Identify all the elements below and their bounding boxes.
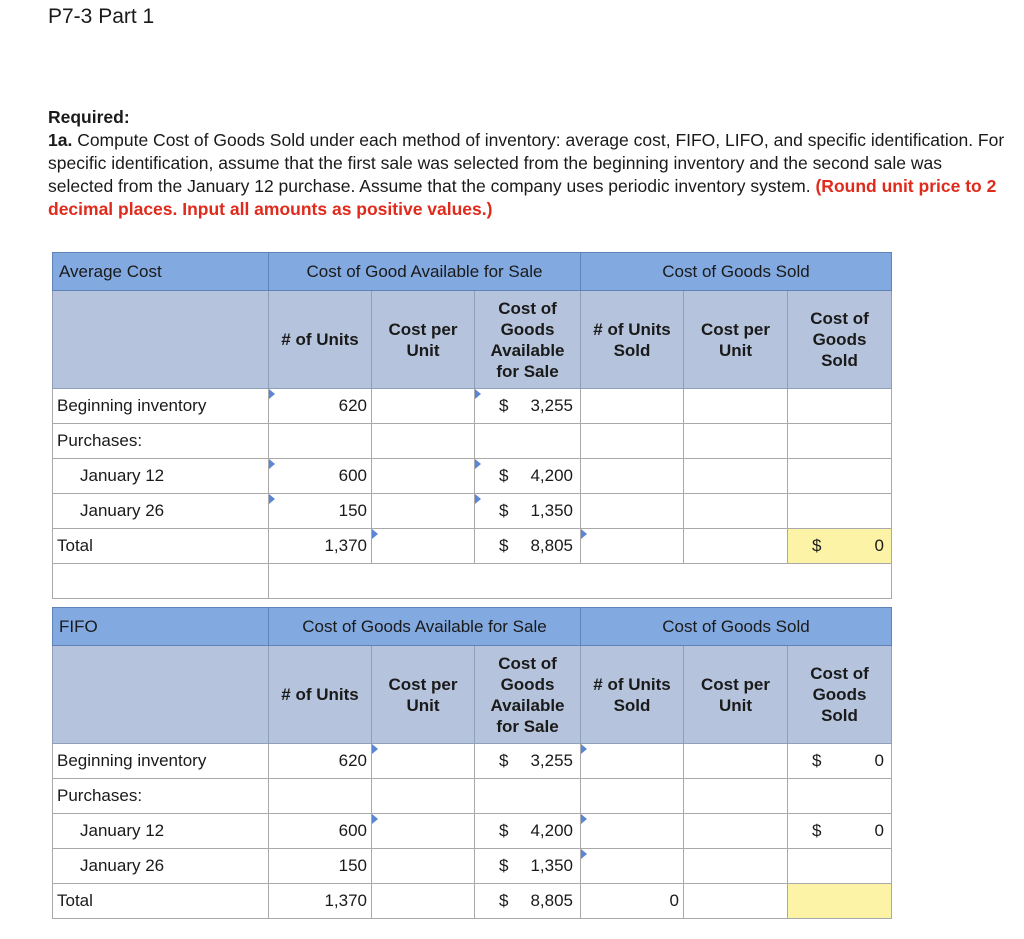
- row-purchases: [53, 779, 892, 814]
- cogas-input[interactable]: [475, 459, 581, 494]
- cost-per-unit-input[interactable]: [372, 744, 475, 779]
- sold-cost-per-unit-cell: [684, 779, 788, 814]
- cogas-value: 4,200: [530, 466, 573, 485]
- sold-cost-per-unit-cell: [684, 744, 788, 779]
- dollar-sign: $: [499, 501, 509, 520]
- cost-per-unit-cell: [372, 849, 475, 884]
- spacer-row: [53, 564, 892, 599]
- units-value: 600: [269, 814, 372, 849]
- sold-cost-per-unit-cell: [684, 459, 788, 494]
- units-sold-cell: [581, 779, 684, 814]
- row-beginning: [53, 744, 892, 779]
- col-cogas: Cost of Goods Available for Sale: [475, 646, 581, 744]
- cogs-cell: [788, 814, 892, 849]
- col-cost-per-unit: Cost per Unit: [372, 646, 475, 744]
- cogs-cell: [788, 494, 892, 529]
- cogs-cell: [788, 849, 892, 884]
- available-section-header: Cost of Goods Available for Sale: [269, 608, 581, 646]
- cogs-cell: [788, 389, 892, 424]
- units-sold-input[interactable]: [581, 814, 684, 849]
- col-cogas: Cost of Goods Available for Sale: [475, 291, 581, 389]
- col-units: # of Units: [269, 646, 372, 744]
- cogas-value-cell: [475, 849, 581, 884]
- cogs-cell: [788, 424, 892, 459]
- row-label: Beginning inventory: [53, 744, 269, 779]
- row-label: January 26: [53, 494, 269, 529]
- cogs-value: 0: [874, 536, 884, 555]
- cogas-total: [475, 529, 581, 564]
- method-title: FIFO: [53, 608, 269, 646]
- row-jan26: [53, 849, 892, 884]
- row-label: Beginning inventory: [53, 389, 269, 424]
- fifo-table: [52, 607, 892, 919]
- row-label: January 12: [53, 814, 269, 849]
- units-total: 1,370: [269, 884, 372, 919]
- units-cell: [269, 424, 372, 459]
- cogs-cell: [788, 744, 892, 779]
- cogs-cell: [788, 779, 892, 814]
- col-cogs: Cost of Goods Sold: [788, 291, 892, 389]
- dollar-sign: $: [499, 891, 509, 910]
- dollar-sign: $: [499, 856, 509, 875]
- dollar-sign: $: [812, 536, 822, 555]
- dollar-sign: $: [812, 821, 822, 840]
- row-jan26: [53, 494, 892, 529]
- spacer-cell: [269, 564, 892, 599]
- item-label: 1a.: [48, 130, 73, 150]
- col-sold-cost-per-unit: Cost per Unit: [684, 646, 788, 744]
- dollar-sign: $: [499, 751, 509, 770]
- sold-cost-per-unit-cell: [684, 814, 788, 849]
- sold-section-header: Cost of Goods Sold: [581, 253, 892, 291]
- method-title: Average Cost: [53, 253, 269, 291]
- cogas-input[interactable]: [475, 389, 581, 424]
- cogas-value: 4,200: [530, 821, 573, 840]
- rounding-note: (Round unit price to 2 decimal places. Input all amounts as positive values.): [48, 176, 997, 219]
- cogas-value: 8,805: [530, 536, 573, 555]
- cost-per-unit-input[interactable]: [372, 814, 475, 849]
- units-value: 620: [269, 744, 372, 779]
- sold-cost-per-unit-cell: [684, 529, 788, 564]
- dollar-sign: $: [499, 536, 509, 555]
- row-beginning: [53, 389, 892, 424]
- units-sold-total: 0: [581, 884, 684, 919]
- col-sold-cost-per-unit: Cost per Unit: [684, 291, 788, 389]
- units-input[interactable]: 150: [269, 494, 372, 529]
- row-purchases: [53, 424, 892, 459]
- row-label: January 12: [53, 459, 269, 494]
- cogas-value: 8,805: [530, 891, 573, 910]
- cogas-value-cell: [475, 744, 581, 779]
- cogs-total-input[interactable]: [788, 884, 892, 919]
- cogas-input[interactable]: [475, 494, 581, 529]
- row-label: January 26: [53, 849, 269, 884]
- units-input[interactable]: 620: [269, 389, 372, 424]
- units-total: 1,370: [269, 529, 372, 564]
- units-sold-cell: [581, 389, 684, 424]
- available-section-header: Cost of Good Available for Sale: [269, 253, 581, 291]
- row-label: Total: [53, 529, 269, 564]
- cost-per-unit-cell: [372, 389, 475, 424]
- units-sold-cell: [581, 494, 684, 529]
- cogs-value: 0: [874, 821, 884, 840]
- header-blank: [53, 291, 269, 389]
- units-sold-input[interactable]: [581, 529, 684, 564]
- average-cost-table: [52, 252, 892, 599]
- col-cogs: Cost of Goods Sold: [788, 646, 892, 744]
- cogas-value: 3,255: [530, 396, 573, 415]
- cogas-value-cell: [475, 814, 581, 849]
- col-cost-per-unit: Cost per Unit: [372, 291, 475, 389]
- cost-per-unit-cell: [372, 494, 475, 529]
- sold-cost-per-unit-cell: [684, 884, 788, 919]
- units-input[interactable]: 600: [269, 459, 372, 494]
- row-jan12: [53, 459, 892, 494]
- cogas-value: 1,350: [530, 501, 573, 520]
- col-units: # of Units: [269, 291, 372, 389]
- cost-per-unit-cell: [372, 424, 475, 459]
- sold-cost-per-unit-cell: [684, 424, 788, 459]
- cogas-cell: [475, 779, 581, 814]
- units-sold-input[interactable]: [581, 744, 684, 779]
- dollar-sign: $: [499, 396, 509, 415]
- sold-cost-per-unit-cell: [684, 494, 788, 529]
- instructions: [48, 106, 1008, 221]
- units-cell: [269, 779, 372, 814]
- units-sold-cell: [581, 459, 684, 494]
- cost-per-unit-cell: [372, 779, 475, 814]
- units-value: 150: [269, 849, 372, 884]
- col-units-sold: # of Units Sold: [581, 646, 684, 744]
- row-jan12: [53, 814, 892, 849]
- sold-cost-per-unit-cell: [684, 849, 788, 884]
- col-units-sold: # of Units Sold: [581, 291, 684, 389]
- cogs-cell: [788, 459, 892, 494]
- sold-cost-per-unit-cell: [684, 389, 788, 424]
- row-total: [53, 529, 892, 564]
- dollar-sign: $: [499, 821, 509, 840]
- cogas-value: 1,350: [530, 856, 573, 875]
- cost-per-unit-cell: [372, 884, 475, 919]
- units-sold-cell: [581, 424, 684, 459]
- cogas-cell: [475, 424, 581, 459]
- sold-section-header: Cost of Goods Sold: [581, 608, 892, 646]
- instructions-body: Compute Cost of Goods Sold under each method of inventory: average cost, FIFO, LIFO, and specific identification. For specific identification, assume that the first sale was selected from the beginning inventory and the second sale was selected from the January 12 purchase. Assume that the company uses periodic inventory system.: [48, 130, 1005, 196]
- row-total: [53, 884, 892, 919]
- dollar-sign: $: [812, 751, 822, 770]
- header-blank: [53, 646, 269, 744]
- row-label: Purchases:: [53, 779, 269, 814]
- cost-per-unit-cell: [372, 459, 475, 494]
- cogas-value: 3,255: [530, 751, 573, 770]
- cost-per-unit-input[interactable]: [372, 529, 475, 564]
- cogas-total: [475, 884, 581, 919]
- cogs-total: [788, 529, 892, 564]
- page-title: P7-3 Part 1: [48, 5, 155, 28]
- row-label: Purchases:: [53, 424, 269, 459]
- row-label: Total: [53, 884, 269, 919]
- units-sold-input[interactable]: [581, 849, 684, 884]
- cogs-value: 0: [874, 751, 884, 770]
- required-heading: Required:: [48, 107, 130, 127]
- spacer-cell: [53, 564, 269, 599]
- dollar-sign: $: [499, 466, 509, 485]
